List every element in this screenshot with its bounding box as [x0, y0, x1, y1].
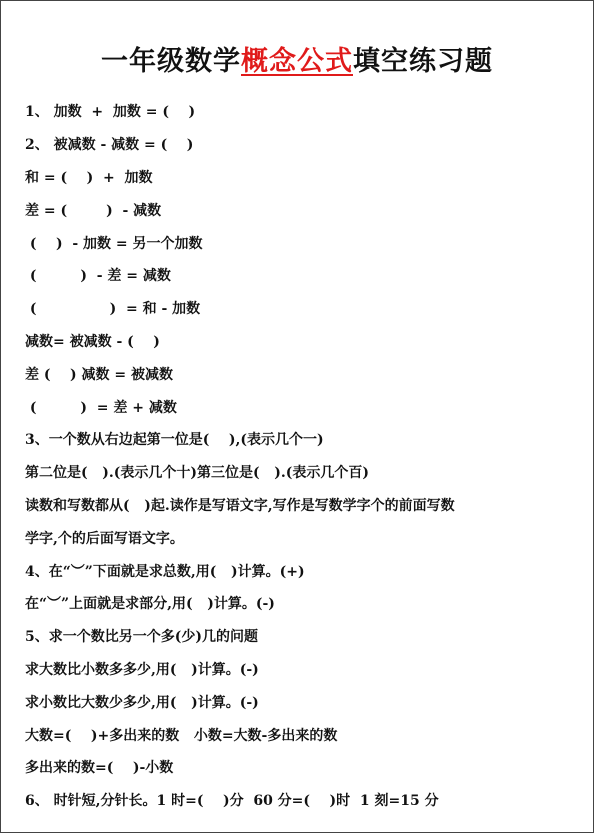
page-title	[1, 39, 593, 78]
question-line-8: 减数= 被减数 - ( )	[25, 334, 160, 350]
question-line-1: 1、 加数 + 加数 = ( )	[25, 104, 196, 120]
title-highlight: 概念公式	[241, 46, 353, 77]
question-line-6: ( ) - 差 = 减数	[25, 268, 171, 284]
question-line-18: 求大数比小数多多少,用( )计算。(-)	[25, 662, 259, 678]
question-line-11: 3、一个数从右边起第一位是( ),(表示几个一)	[25, 432, 324, 448]
question-line-17: 5、求一个数比另一个多(少)几的问题	[25, 629, 258, 645]
question-line-22: 6、 时针短,分针长。1 时=( )分 60 分=( )时 1 刻=15 分	[25, 793, 439, 809]
question-line-13: 读数和写数都从( )起.读作是写语文字,写作是写数学字个的前面写数	[25, 498, 455, 514]
question-line-16: 在“︶”上面就是求部分,用( )计算。(-)	[25, 596, 275, 612]
title-part-1: 一年级数学	[101, 46, 241, 77]
question-line-19: 求小数比大数少多少,用( )计算。(-)	[25, 695, 259, 711]
question-line-21: 多出来的数=( )-小数	[25, 760, 174, 776]
question-line-5: ( ) - 加数 = 另一个加数	[25, 236, 203, 252]
question-line-3: 和 = ( ) + 加数	[25, 170, 153, 186]
question-line-2: 2、 被减数 - 减数 = ( )	[25, 137, 194, 153]
question-line-9: 差 ( ) 减数 = 被减数	[25, 367, 173, 383]
question-line-4: 差 = ( ) - 减数	[25, 203, 162, 219]
title-part-2: 填空练习题	[353, 46, 493, 77]
question-line-15: 4、在“︶”下面就是求总数,用( )计算。(+)	[25, 564, 305, 580]
question-line-20: 大数=( )+多出来的数 小数=大数-多出来的数	[25, 728, 338, 744]
question-line-12: 第二位是( ).(表示几个十)第三位是( ).(表示几个百)	[25, 465, 369, 481]
question-line-14: 学字,个的后面写语文字。	[25, 531, 184, 547]
question-line-7: ( ) = 和 - 加数	[25, 301, 201, 317]
question-line-10: ( ) = 差 + 减数	[25, 400, 177, 416]
